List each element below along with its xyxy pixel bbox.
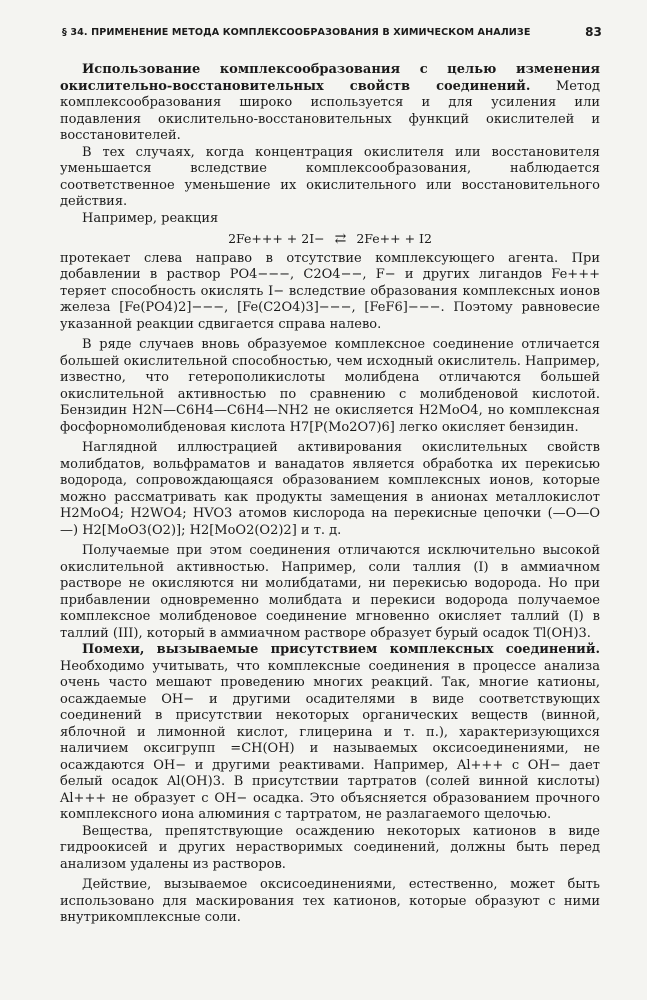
paragraph-4: протекает слева направо в отсутствие комплексующего агента. При добавлении в раствор PO4−−−, C2O4−−, F− и других лигандов Fe+++ теряет способность окислять I− вследствие образования комплексных ионов железа [Fe(PO4)2]−−−, [Fe(C2O4)3]−−−, [FeF6]−−−. Поэтому равновесие указанной реакции сдвигается справа налево. (60, 250, 600, 332)
paragraph-6: Наглядной иллюстрацией активирования окислительных свойств молибдатов, вольфраматов и ванадатов является обработка их перекисью водорода, сопровождающаяся образованием комплексных ионов, которые можно рассматривать как продукты замещения в анионах металлокислот H2MoO4; H2WO4; HVO3 атомов кислорода на перекисные цепочки (—O—O—) H2[MoO3(O2)]; H2[MoO2(O2)2] и т. д. (60, 440, 600, 538)
running-title: § 34. ПРИМЕНЕНИЕ МЕТОДА КОМПЛЕКСООБРАЗОВАНИЯ В ХИМИЧЕСКОМ АНАЛИЗЕ (62, 27, 531, 38)
paragraph-8 (60, 642, 600, 824)
equation-left: 2Fe+++ + 2I− (228, 231, 325, 246)
paragraph-8-text: Необходимо учитывать, что комплексные соединения в процессе анализа очень часто мешают проведению многих реакций. Так, многие катионы, осаждаемые OH− и другими осадителями в виде соответствующих соединений в присутствии некоторых органических веществ (винной, яблочной и лимонной кислот, глицерина и т. п.), характеризующихся наличием оксигрупп =CH(OH) и называемых оксисоединениями, не осаждаются OH− и другими реактивами. Например, Al+++ с OH− дает белый осадок Al(OH)3. В присутствии тартратов (солей винной кислоты) Al+++ не образует с OH− осадка. Это объясняется образованием прочного комплексного иона алюминия с тартратом, не разлагаемого щелочью. (60, 658, 600, 822)
running-header (62, 27, 602, 38)
paragraph-9: Вещества, препятствующие осаждению некоторых катионов в виде гидроокисей и других нерастворимых соединений, должны быть перед анализом удалены из растворов. (60, 823, 600, 872)
section-heading-interference: Помехи, вызываемые присутствием комплексных соединений. (82, 642, 600, 657)
paragraph-3-intro: Например, реакция (82, 210, 219, 226)
equilibrium-arrow: ⇄ (334, 231, 347, 247)
reaction-equation (60, 231, 600, 248)
page-number: 83 (585, 25, 602, 39)
paragraph-5: В ряде случаев вновь образуемое комплексное соединение отличается большей окислительной способностью, чем исходный окислитель. Например, известно, что гетерополикислоты молибдена отличаются большей окислительной активностью по сравнению с молибденовой кислотой. Бензидин H2N—C6H4—C6H4—NH2 не окисляется H2MoO4, но комплексная фосфорномолибденовая кислота H7[P(Mo2O7)6] легко окисляет бензидин. (60, 337, 600, 435)
paragraph-2: В тех случаях, когда концентрация окислителя или восстановителя уменьшается вследствие комплексообразования, наблюдается соответственное уменьшение их окислительного или восстановительного действия. (60, 144, 600, 209)
page-body (60, 62, 600, 927)
paragraph-10: Действие, вызываемое оксисоединениями, естественно, может быть использовано для маскирования тех катионов, которые образуют с ними внутрикомплексные соли. (60, 877, 600, 925)
paragraph-1 (60, 62, 600, 145)
section-heading-redox: Использование комплексообразования с целью изменения окислительно-восстановительных свойств соединений. (60, 62, 600, 94)
equation-right: 2Fe++ + I2 (356, 231, 432, 246)
paragraph-1-text: Метод комплексообразования широко используется и для усиления или подавления окислительно-восстановительных функций окислителей и восстановителей. (60, 78, 600, 143)
paragraph-7: Получаемые при этом соединения отличаются исключительно высокой окислительной активностью. Например, соли таллия (I) в аммиачном растворе не окисляются ни молибдатами, ни перекисью водорода. Но при прибавлении одновременно молибдата и перекиси водорода получаемое комплексное молибденовое соединение мгновенно окисляет таллий (I) в таллий (III), который в аммиачном растворе образует бурый осадок Tl(OH)3. (60, 543, 600, 641)
